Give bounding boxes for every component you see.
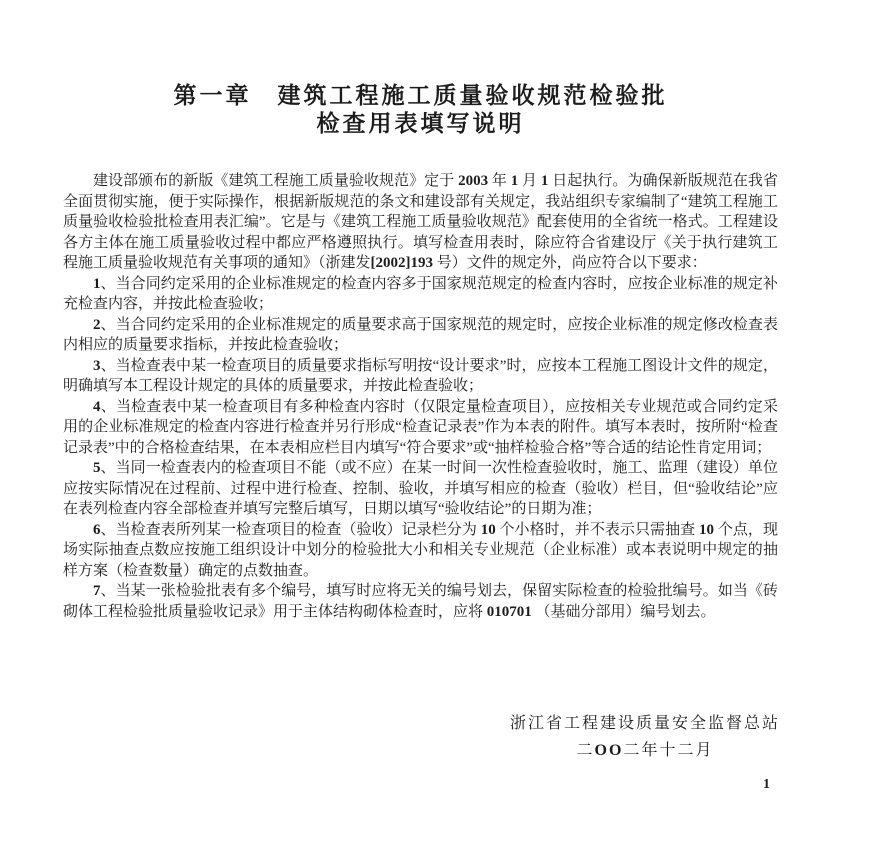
signature-org: 浙江省工程建设质量安全监督总站 (509, 715, 780, 732)
paragraph: 3、当检查表中某一检查项目的质量要求指标写明按“设计要求”时，应按本工程施工图设计文件的规定，明确填写本工程设计规定的具体的质量要求，并按此检查验收； (63, 357, 778, 394)
page-number: 1 (763, 777, 770, 792)
document-body (63, 171, 778, 622)
paragraph: 1、当合同约定采用的企业标准规定的检查内容多于国家规范规定的检查内容时，应按企业标准的规定补充检查内容，并按此检查验收； (63, 275, 778, 312)
signature-date: 二OO二年十二月 (576, 742, 714, 759)
paragraph: 7、当某一张检验批表有多个编号，填写时应将无关的编号划去，保留实际检查的检验批编号。如当《砖砌体工程检验批质量验收记录》用于主体结构砌体检查时，应将 010701 （基础分部用）编号划去。 (63, 583, 778, 620)
document-title (63, 82, 778, 138)
paragraph: 2、当合同约定采用的企业标准规定的质量要求高于国家规范的规定时，应按企业标准的规定修改检查表内相应的质量要求指标，并按此检查验收； (63, 316, 778, 353)
paragraph: 4、当检查表中某一检查项目有多种检查内容时（仅限定量检查项目），应按相关专业规范或合同约定采用的企业标准规定的检查内容进行检查并另行形成“检查记录表”作为本表的附件。填写本表时，按所附“检查记录表”中的合格检查结果，在本表相应栏目内填写“符合要求”或“抽样检验合格”等合适的结论性肯定用词； (63, 398, 778, 456)
paragraph: 5、当同一检查表内的检查项目不能（或不应）在某一时间一次性检查验收时，施工、监理（建设）单位应按实际情况在过程前、过程中进行检查、控制、验收，并填写相应的检查（验收）栏目，但“验收结论”应在表列检查内容全部检查并填写完整后填写，日期以填写“验收结论”的日期为准； (63, 460, 778, 517)
paragraph: 建设部颁布的新版《建筑工程施工质量验收规范》定于 2003 年 1 月 1 日起执行。为确保新版规范在我省全面贯彻实施，便于实际操作，根据新版规范的条文和建设部有关规定，我站组织专家编制了“建筑工程施工质量验收检验批检查用表汇编”。它是与《建筑工程施工质量验收规范》配套使用的全省统一格式。工程建设各方主体在施工质量验收过程中都应严格遵照执行。填写检查用表时，除应符合省建设厅《关于执行建筑工程施工质量验收规范有关事项的通知》（浙建发[2002]193 号）文件的规定外，尚应符合以下要求： (63, 173, 778, 271)
paragraph: 6、当检查表所列某一检查项目的检查（验收）记录栏分为 10 个小格时，并不表示只需抽查 10 个点，现场实际抽查点数应按施工组织设计中划分的检验批大小和相关专业规范（企业标准）或本表说明中规定的抽样方案（检查数量）确定的点数抽查。 (63, 521, 778, 579)
title-line-2: 检查用表填写说明 (316, 111, 525, 136)
signature-block (510, 710, 780, 764)
title-line-1: 第一章 建筑工程施工质量验收规范检验批 (173, 83, 668, 108)
